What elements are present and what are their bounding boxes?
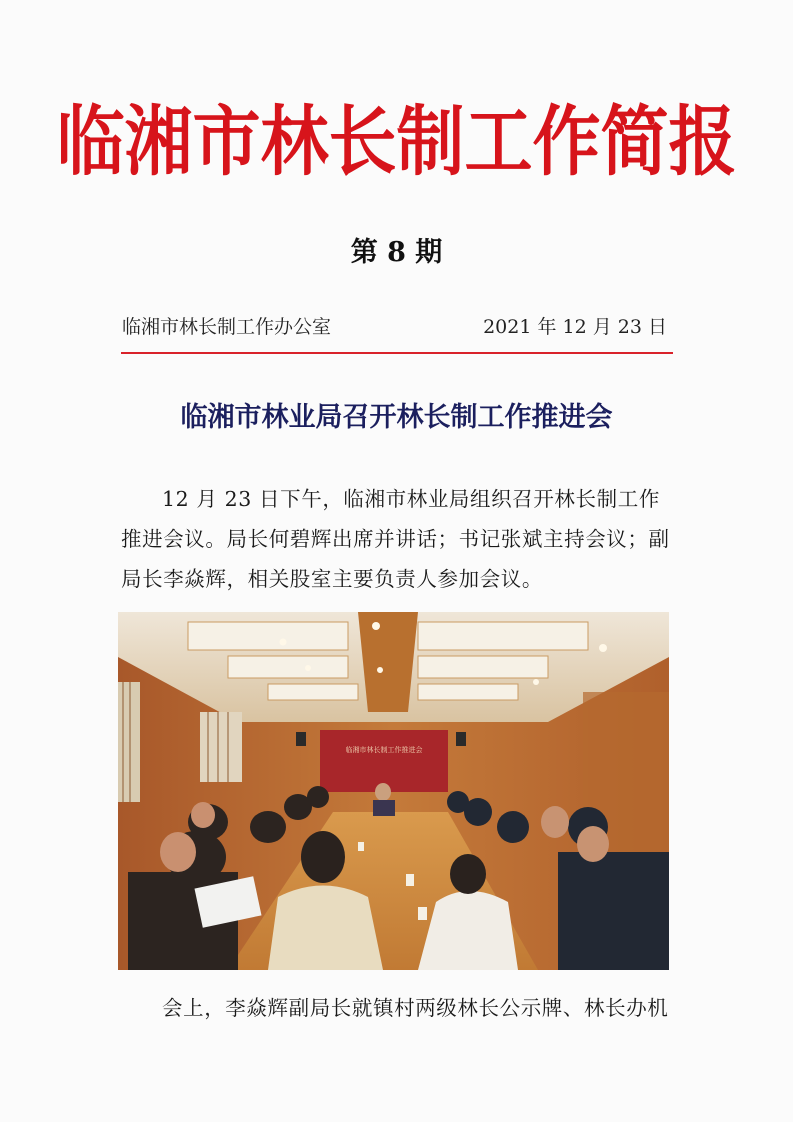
meeting-photo (118, 612, 669, 970)
red-divider-line (121, 352, 673, 354)
article-headline: 临湘市林业局召开林长制工作推进会 (180, 402, 613, 433)
issuer-office: 临湘市林长制工作办公室 (122, 316, 332, 338)
bulletin-title: 临湘市林长制工作简报 (56, 97, 737, 188)
issue-number: 第 8 期 (350, 237, 443, 268)
banner-text: 临湘市林长制工作推进会 (345, 746, 423, 754)
article-paragraph-2: 会上，李焱辉副局长就镇村两级林长公示牌、林长办机 (162, 996, 669, 1020)
article-paragraph-1: 12 月 23 日下午，临湘市林业局组织召开林长制工作推进会议。局长何碧辉出席并讲话；书记张斌主持会议；副局长李焱辉，相关股室主要负责人参加会议。 (121, 487, 670, 591)
issue-date: 2021 年 12 月 23 日 (483, 316, 667, 338)
